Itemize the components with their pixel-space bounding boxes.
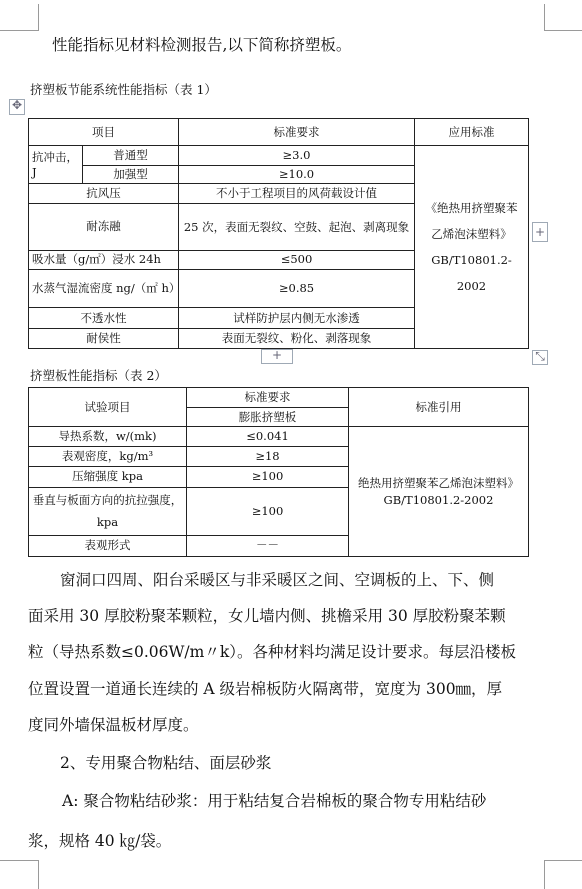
table2-header-item: 试验项目 — [29, 388, 187, 427]
body-line: 位置设置一道通长连续的 A 级岩棉板防火隔离带，宽度为 300㎜，厚 — [28, 680, 503, 698]
table2-row-value: ≥100 — [187, 467, 349, 487]
table1-row-item: 抗风压 — [29, 183, 179, 203]
table1-standard-text: 《绝热用挤塑聚苯乙烯泡沫塑料》GB/T10801.2-2002 — [415, 146, 529, 349]
add-row-icon[interactable]: + — [261, 349, 293, 364]
table2-header-requirement: 标准要求 — [187, 388, 349, 408]
crop-mark-bottom-left — [0, 860, 39, 889]
table2-row-value: ≥18 — [187, 447, 349, 467]
body-line: 面采用 30 厚胶粉聚苯颗粒，女儿墙内侧、挑檐采用 30 厚胶粉聚苯颗 — [28, 607, 506, 625]
table1-impact-sub: 加强型 — [83, 165, 179, 183]
table2-row-value: －－ — [187, 535, 349, 556]
body-line: 粒（导热系数≤0.06W/m〃k）。各种材料均满足设计要求。每层沿楼板 — [28, 643, 516, 661]
table2-header-standard: 标准引用 — [349, 388, 529, 427]
table1-row-item: 耐冻融 — [29, 204, 179, 251]
table1-row-value: 表面无裂纹、粉化、剥落现象 — [179, 328, 415, 348]
table2-header-sub: 膨胀挤塑板 — [187, 408, 349, 427]
crop-mark-top-right — [544, 4, 582, 31]
table1-row-value: 试样防护层内侧无水渗透 — [179, 308, 415, 328]
table1-impact-sub: 普通型 — [83, 146, 179, 165]
table1 — [28, 118, 529, 349]
table1-header-requirement: 标准要求 — [179, 119, 415, 146]
intro-line: 性能指标见材料检测报告,以下简称挤塑板。 — [52, 36, 352, 54]
table1-impact-value: ≥10.0 — [179, 165, 415, 183]
item-a-line: 浆，规格 40 ㎏/袋。 — [28, 832, 172, 850]
table1-caption: 挤塑板节能系统性能指标（表 1） — [30, 82, 217, 97]
table2-row-value: ≥100 — [187, 487, 349, 535]
table1-impact-value: ≥3.0 — [179, 146, 415, 165]
table2-caption: 挤塑板性能指标（表 2） — [30, 368, 167, 383]
table1-header-standard: 应用标准 — [415, 119, 529, 146]
add-column-icon[interactable]: + — [532, 222, 548, 242]
table2-row-item: 垂直与板面方向的抗拉强度，kpa — [29, 487, 187, 535]
item-a-line: A: 聚合物粘结砂浆：用于粘结复合岩棉板的聚合物专用粘结砂 — [62, 792, 487, 810]
table2-row-value: ≤0.041 — [187, 427, 349, 447]
table1-row-item: 水蒸气湿流密度 ng/（㎡ h） — [29, 269, 179, 308]
body-line: 度同外墙保温板材厚度。 — [28, 716, 199, 734]
table1-row-value: 25 次，表面无裂纹、空鼓、起泡、剥离现象 — [179, 204, 415, 251]
crop-mark-top-left — [0, 4, 39, 31]
table2-row-item: 导热系数，w/(mk) — [29, 427, 187, 447]
crop-mark-bottom-right — [544, 860, 582, 889]
section-heading: 2、专用聚合物粘结、面层砂浆 — [60, 754, 272, 772]
table-move-handle-icon[interactable]: ✥ — [9, 99, 25, 115]
table1-row-value: ≥0.85 — [179, 269, 415, 308]
table1-header-item: 项目 — [29, 119, 179, 146]
table1-row-item: 不透水性 — [29, 308, 179, 328]
table-resize-icon[interactable]: ⤡ — [532, 350, 548, 365]
table2-row-item: 压缩强度 kpa — [29, 467, 187, 487]
table1-row-value: ≤500 — [179, 250, 415, 269]
table1-row-value: 不小于工程项目的风荷载设计值 — [179, 183, 415, 203]
table1-row-item: 吸水量（g/㎡）浸水 24h — [29, 250, 179, 269]
table2-row-item: 表观密度，kg/m³ — [29, 447, 187, 467]
table1-row-item: 耐侯性 — [29, 328, 179, 348]
table2-row-item: 表观形式 — [29, 535, 187, 556]
body-line: 窗洞口四周、阳台采暖区与非采暖区之间、空调板的上、下、侧 — [60, 571, 495, 589]
table2-standard-text: 绝热用挤塑聚苯乙烯泡沫塑料》GB/T10801.2-2002 — [349, 427, 529, 557]
table2 — [28, 387, 529, 557]
table1-impact-label: 抗冲击，J — [29, 146, 83, 183]
